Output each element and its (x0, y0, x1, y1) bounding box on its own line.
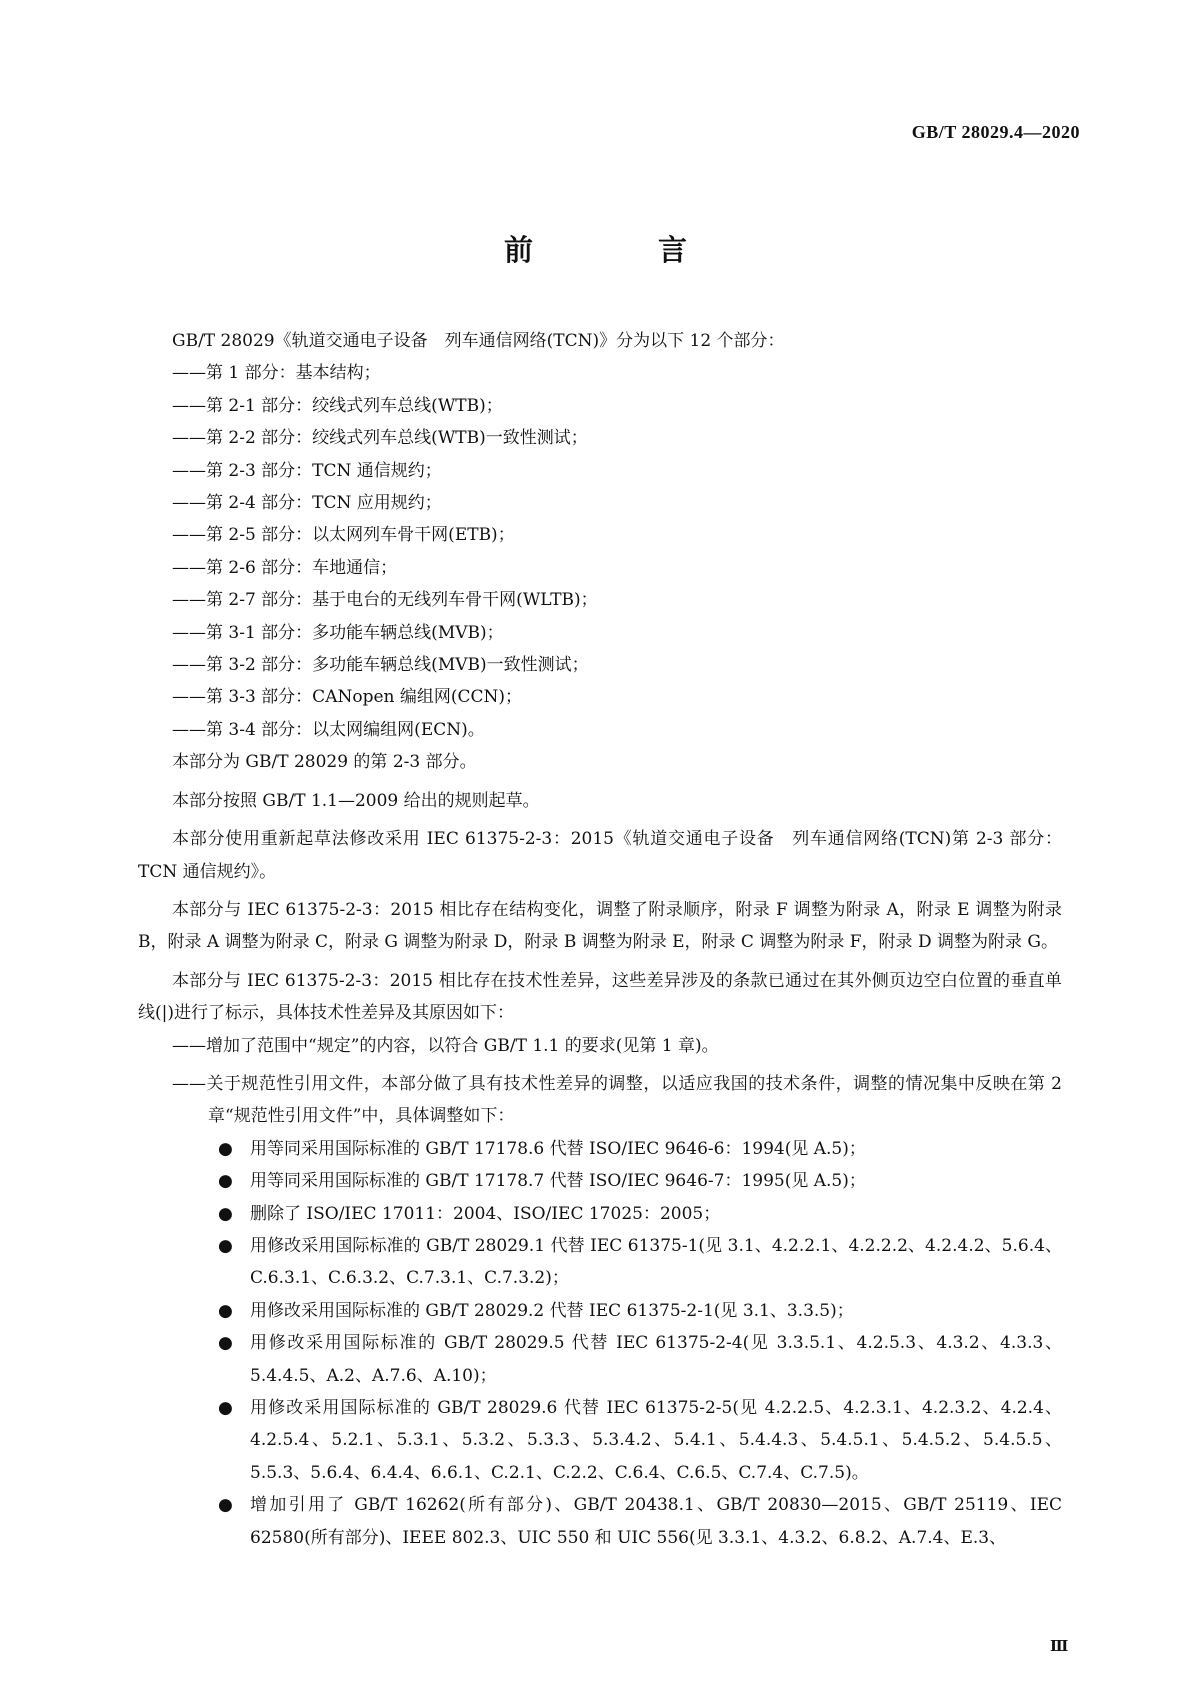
part-item: ——第 2-2 部分：绞线式列车总线(WTB)一致性测试； (172, 428, 588, 449)
part-item: ——第 3-2 部分：多功能车辆总线(MVB)一致性测试； (172, 655, 589, 676)
bullet-icon: ● (218, 1495, 233, 1516)
bullet-icon: ● (218, 1235, 233, 1256)
list-item: ● 用等同采用国际标准的 GB/T 17178.6 代替 ISO/IEC 9646-6：1994(见 A.5)； (138, 1133, 1062, 1165)
part-item: ——第 2-6 部分：车地通信； (172, 557, 398, 578)
part-item: ——第 2-1 部分：绞线式列车总线(WTB)； (172, 395, 503, 416)
bullet-icon: ● (218, 1398, 233, 1418)
part-item: ——第 1 部分：基本结构； (172, 363, 381, 384)
list-item: ● 增加引用了 GB/T 16262(所有部分)、GB/T 20438.1、GB/T 20830—2015、GB/T 25119、IEC 62580(所有部分)、IEEE 802.3、UIC 550 和 UIC 556(见 3.3.1、4.3.2、6.8.2、A.7.4、E.3、 (138, 1489, 1062, 1554)
list-item: ● 用修改采用国际标准的 GB/T 28029.2 代替 IEC 61375-2-1(见 3.1、3.3.5)； (138, 1295, 1062, 1327)
list-item: ● 用修改采用国际标准的 GB/T 28029.6 代替 IEC 61375-2-5(见 4.2.2.5、4.2.3.1、4.2.3.2、4.2.4、4.2.5.4、5.2.1、5.3.1、5.3.2、5.3.3、5.3.4.2、5.4.1、5.4.4.3、5.4.5.1、5.4.5.2、5.4.5.5、5.5.3、5.6.4、6.4.4、6.6.1、C.2.1、C.2.2、C.6.4、C.6.5、C.7.4、C.7.5)。 (138, 1392, 1062, 1489)
part-item: ——第 3-4 部分：以太网编组网(ECN)。 (172, 719, 485, 740)
bullet-icon: ● (218, 1203, 233, 1224)
part-item: ——第 2-7 部分：基于电台的无线列车骨干网(WLTB)； (172, 590, 598, 611)
bullet-icon: ● (218, 1300, 233, 1321)
list-item: ● 用等同采用国际标准的 GB/T 17178.7 代替 ISO/IEC 9646-7：1995(见 A.5)； (138, 1165, 1062, 1197)
bullet-icon: ● (218, 1333, 233, 1354)
part-item: ——第 2-4 部分：TCN 应用规约； (172, 493, 442, 514)
foreword-body (138, 325, 1062, 1554)
body-paragraph: 本部分按照 GB/T 1.1—2009 给出的规则起草。 (172, 790, 540, 811)
part-item: ——第 2-5 部分：以太网列车骨干网(ETB)； (172, 525, 515, 546)
intro-paragraph: GB/T 28029《轨道交通电子设备 列车通信网络(TCN)》分为以下 12 个部分： (172, 331, 785, 351)
part-item: ——第 2-3 部分：TCN 通信规约； (172, 460, 442, 481)
body-paragraph: 本部分为 GB/T 28029 的第 2-3 部分。 (172, 752, 477, 773)
bullet-icon: ● (218, 1138, 233, 1159)
difference-item: ——增加了范围中“规定”的内容，以符合 GB/T 1.1 的要求(见第 1 章)。 (172, 1035, 719, 1056)
bullet-icon: ● (218, 1171, 233, 1192)
body-paragraph: 本部分与 IEC 61375-2-3：2015 相比存在技术性差异，这些差异涉及的条款已通过在其外侧页边空白位置的垂直单线(|)进行了标示，具体技术性差异及其原因如下： (138, 970, 1062, 1024)
list-item: ● 用修改采用国际标准的 GB/T 28029.1 代替 IEC 61375-1(见 3.1、4.2.2.1、4.2.2.2、4.2.4.2、5.6.4、C.6.3.1、C.6.3.2、C.7.3.1、C.7.3.2)； (138, 1230, 1062, 1295)
body-paragraph: 本部分使用重新起草法修改采用 IEC 61375-2-3：2015《轨道交通电子设备 列车通信网络(TCN)第 2-3 部分：TCN 通信规约》。 (138, 829, 1062, 882)
list-item: ● 用修改采用国际标准的 GB/T 28029.5 代替 IEC 61375-2-4(见 3.3.5.1、4.2.5.3、4.3.2、4.3.3、5.4.4.5、A.2、A.7.6、A.10)； (138, 1327, 1062, 1392)
list-item: ● 删除了 ISO/IEC 17011：2004、ISO/IEC 17025：2005； (138, 1198, 1062, 1230)
page-number: Ⅲ (1050, 1637, 1069, 1655)
part-item: ——第 3-3 部分：CANopen 编组网(CCN)； (172, 687, 523, 708)
std-number-header: GB/T 28029.4—2020 (911, 122, 1080, 142)
difference-item: ——关于规范性引用文件，本部分做了具有技术性差异的调整，以适应我国的技术条件，调整的情况集中反映在第 2 章“规范性引用文件”中，具体调整如下： (172, 1073, 1062, 1127)
adjustment-list (138, 1133, 1062, 1554)
body-paragraph: 本部分与 IEC 61375-2-3：2015 相比存在结构变化，调整了附录顺序，附录 F 调整为附录 A，附录 E 调整为附录 B，附录 A 调整为附录 C，附录 G 调整为附录 D，附录 B 调整为附录 E，附录 C 调整为附录 F，附录 D 调整为附录 G。 (138, 899, 1062, 953)
part-item: ——第 3-1 部分：多功能车辆总线(MVB)； (172, 622, 504, 643)
page-title: 前 言 (503, 233, 735, 267)
